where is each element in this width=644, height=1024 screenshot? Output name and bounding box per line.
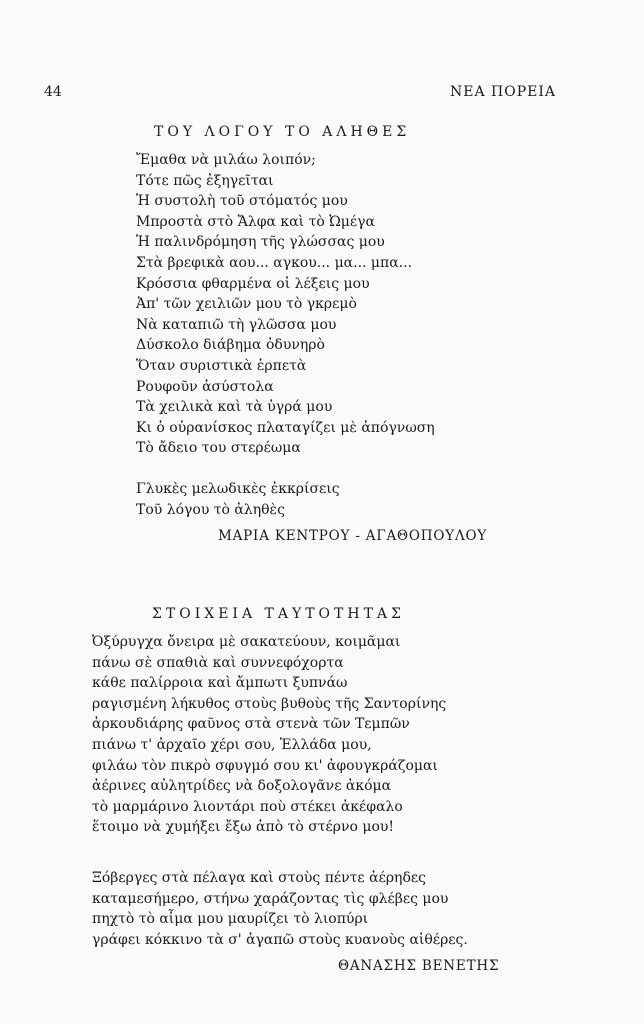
poem-line: πάνω σὲ σπαθιὰ καὶ συννεφόχορτα	[92, 654, 344, 671]
poem-line: Τοῦ λόγου τὸ ἀληθὲς	[136, 501, 285, 518]
poem-line: τὸ μαρμάρινο λιοντάρι ποὺ στέκει ἀκέφαλο	[92, 798, 403, 815]
poem-stanza	[136, 150, 435, 520]
poem-line: γράφει κόκκινο τὰ σ' ἀγαπῶ στοὺς κυανοὺς αἰθέρες.	[92, 931, 468, 948]
poem-line: Ὀξύρυγχα ὄνειρα μὲ σακατεύουν, κοιμᾶμαι	[92, 634, 401, 650]
poem-line: κάθε παλίρροια καὶ ἄμπωτι ξυπνάω	[92, 675, 348, 692]
poem-author: ΜΑΡΙΑ ΚΕΝΤΡΟΥ - ΑΓΑΘΟΠΟΥΛΟΥ	[218, 528, 488, 544]
poem-title: ΣΤΟΙΧΕΙΑ ΤΑΥΤΟΤΗΤΑΣ	[152, 606, 405, 622]
poem-line: Γλυκὲς μελωδικὲς ἐκκρίσεις	[136, 480, 340, 497]
poem-line: καταμεσήμερο, στήνω χαράζοντας τὶς φλέβες μου	[92, 890, 449, 907]
poem-line: Κρόσσια φθαρμένα οἱ λέξεις μου	[136, 275, 370, 292]
poem-line: Ρουφοῦν ἀσύστολα	[136, 378, 274, 395]
poem-line: Τὸ ἄδειο του στερέωμα	[136, 440, 301, 457]
poem-line: Νὰ καταπιῶ τὴ γλῶσσα μου	[136, 316, 337, 333]
poem-line: Ὅταν συριστικὰ ἑρπετὰ	[136, 357, 307, 374]
poem-line: Τότε πῶς ἐξηγεῖται	[136, 172, 274, 189]
poem-line: Ἡ παλινδρόμηση τῆς γλώσσας μου	[136, 234, 385, 251]
poem-line: Κι ὁ οὐρανίσκος πλαταγίζει μὲ ἀπόγνωση	[136, 419, 435, 436]
poem-author: ΘΑΝΑΣΗΣ ΒΕΝΕΤΗΣ	[338, 958, 500, 974]
poem-line: Ξόβεργες στὰ πέλαγα καὶ στοὺς πέντε ἀέρηδες	[92, 870, 426, 886]
poem-title: ΤΟΥ ΛΟΓΟΥ ΤΟ ΑΛΗΘΕΣ	[154, 124, 411, 140]
poem-line: φιλάω τὸν πικρὸ σφυγμό σου κι' ἀφουγκράζομαι	[92, 757, 438, 774]
poem-line: Μπροστὰ στὸ Ἄλφα καὶ τὸ Ὠμέγα	[136, 213, 375, 230]
stanza-gap	[136, 459, 435, 479]
poem-line: ἀρκουδιάρης φαῦνος στὰ στενὰ τῶν Τεμπῶν	[92, 716, 410, 733]
poem-line: ἕτοιμο νὰ χυμήξει ἔξω ἀπὸ τὸ στέρνο μου!	[92, 819, 395, 836]
poem-line: Ἔμαθα νὰ μιλάω λοιπόν;	[136, 152, 316, 168]
poem-stanza	[92, 632, 446, 838]
poem-line: Ἀπ' τῶν χειλιῶν μου τὸ γκρεμὸ	[136, 296, 357, 313]
page-number: 44	[44, 84, 62, 100]
running-head: ΝΕΑ ΠΟΡΕΙΑ	[450, 84, 556, 100]
poem-line: Δύσκολο διάβημα ὀδυνηρὸ	[136, 337, 325, 354]
poem-line: ἀέρινες αὐλητρίδες νὰ δοξολογᾶνε ἀκόμα	[92, 778, 392, 795]
poem-line: Ἡ συστολὴ τοῦ στόματός μου	[136, 193, 348, 210]
poem-line: Στὰ βρεφικὰ αου... αγκου... μα... μπα...	[136, 254, 413, 271]
poem-line: πιάνω τ' ἀρχαῖο χέρι σου, Ἑλλάδα μου,	[92, 736, 372, 753]
poem-line: ραγισμένη λήκυθος στοὺς βυθοὺς τῆς Σαντορίνης	[92, 695, 447, 712]
poem-stanza	[92, 868, 468, 950]
poem-line: πηχτὸ τὸ αἷμα μου μαυρίζει τὸ λιοπύρι	[92, 911, 369, 928]
poem-line: Τὰ χειλικὰ καὶ τὰ ὑγρά μου	[136, 399, 333, 416]
